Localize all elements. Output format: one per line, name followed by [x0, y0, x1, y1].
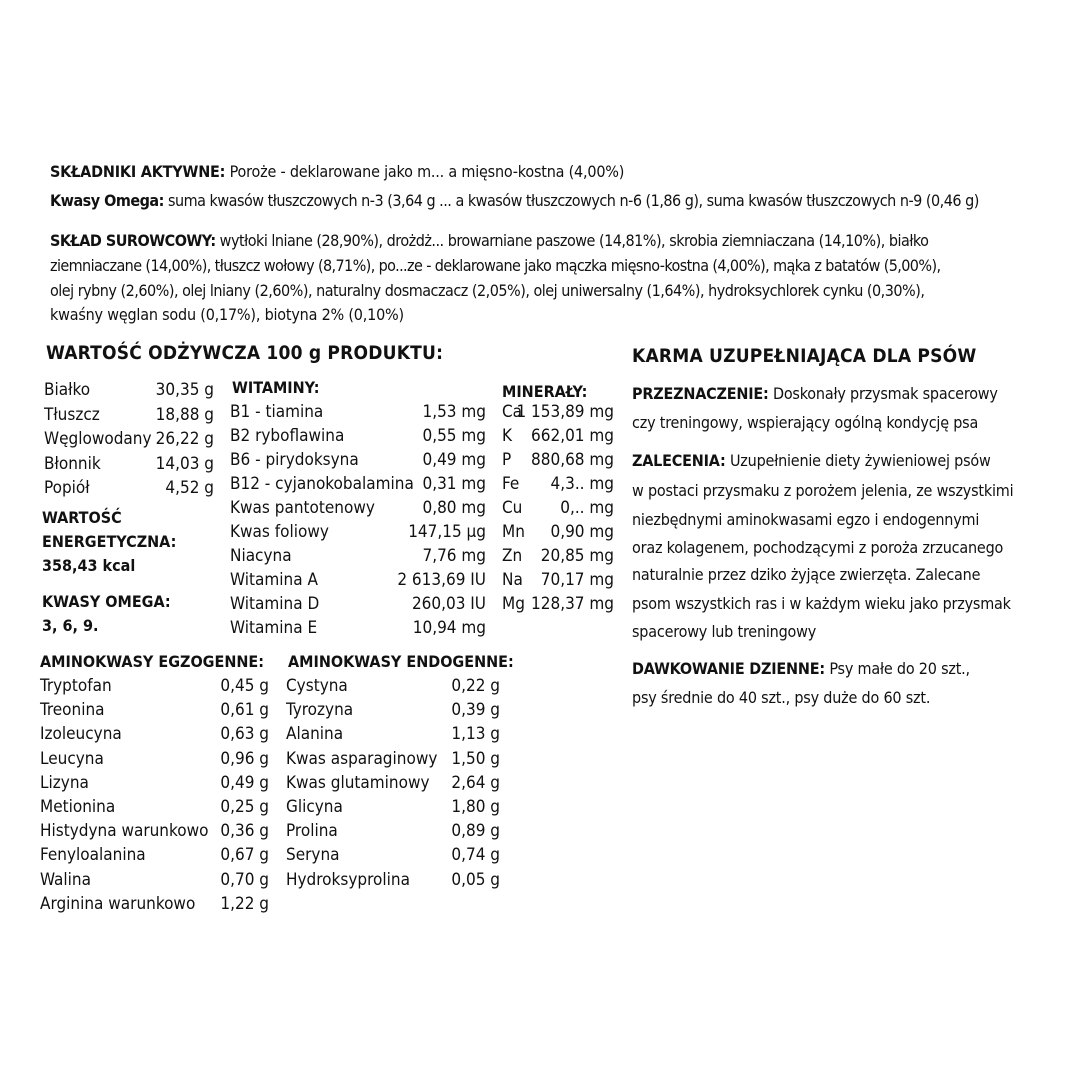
- recommendation-text-1: Uzupełnienie diety żywieniowej psów: [729, 451, 991, 470]
- amino-acid-name: Hydroksyprolina: [286, 869, 410, 890]
- amino-acid-value: 0,67 g: [220, 845, 269, 866]
- recommendation-line-4: oraz kolagenem, pochodzącymi z poroża zrzucanego: [632, 538, 1004, 557]
- mineral-value: 1 153,89 mg: [516, 402, 614, 422]
- amino-acid-value: 0,49 g: [220, 772, 269, 793]
- nutrient-value: 4,52 g: [165, 478, 214, 498]
- amino-acid-name: Walina: [40, 869, 91, 890]
- amino-acid-value: 1,13 g: [451, 724, 500, 745]
- minerals-title: MINERAŁY:: [502, 382, 588, 401]
- nutrient-name: Błonnik: [44, 453, 101, 474]
- nutrition-title: WARTOŚĆ ODŻYWCZA 100 g PRODUKTU:: [46, 342, 444, 364]
- omega-label: Kwasy Omega:: [50, 191, 164, 210]
- vitamin-value: 2 613,69 IU: [397, 570, 486, 590]
- vitamin-value: 0,80 mg: [422, 498, 486, 518]
- amino-acid-name: Treonina: [40, 700, 105, 721]
- vitamin-value: 1,53 mg: [422, 402, 486, 422]
- vitamin-name: B12 - cyjanokobalamina: [230, 474, 414, 494]
- nutrient-name: Tłuszcz: [44, 404, 100, 425]
- energy-label-1: WARTOŚĆ: [42, 508, 122, 527]
- vitamin-name: Witamina E: [230, 618, 318, 638]
- active-ingredients-text: Poroże - deklarowane jako m... a mięsno-kostna (4,00%): [229, 162, 625, 181]
- vitamin-value: 0,55 mg: [422, 426, 486, 446]
- vitamin-name: Kwas foliowy: [230, 522, 329, 542]
- amino-acid-value: 0,70 g: [220, 869, 269, 890]
- mineral-symbol: Cu: [502, 498, 523, 518]
- vitamin-name: Kwas pantotenowy: [230, 498, 375, 518]
- amino-acid-name: Cystyna: [286, 676, 348, 696]
- vitamin-value: 10,94 mg: [412, 618, 486, 638]
- product-title: KARMA UZUPEŁNIAJĄCA DLA PSÓW: [632, 345, 977, 367]
- amino-acid-name: Kwas asparaginowy: [286, 748, 438, 769]
- nutrient-name: Popiół: [44, 478, 90, 498]
- amino-acid-name: Prolina: [286, 821, 338, 842]
- vitamins-title: WITAMINY:: [232, 378, 320, 397]
- raw-composition-label: SKŁAD SUROWCOWY:: [50, 231, 216, 250]
- recommendation-line-5: naturalnie przez dziko żyjące zwierzęta. Zalecane: [632, 565, 981, 584]
- mineral-value: 70,17 mg: [540, 570, 614, 590]
- amino-acid-name: Metionina: [40, 797, 116, 817]
- recommendation-line-1: [632, 451, 991, 470]
- vitamin-name: B6 - pirydoksyna: [230, 450, 359, 470]
- purpose-line-1: [632, 384, 998, 403]
- mineral-value: 0,.. mg: [560, 498, 614, 518]
- omega-text: suma kwasów tłuszczowych n-3 (3,64 g ... a kwasów tłuszczowych n-6 (1,86 g), suma kwasów tłuszczowych n-9 (0,46 g): [167, 191, 979, 210]
- raw-composition-line-3: olej rybny (2,60%), olej lniany (2,60%), naturalny dosmaczacz (2,05%), olej uniwersalny (1,64%), hydroksychlorek cynku (0,30%),: [50, 281, 925, 300]
- nutrient-value: 14,03 g: [155, 453, 214, 474]
- dosage-line-1: [632, 659, 970, 678]
- amino-acid-name: Arginina warunkowo: [40, 893, 196, 914]
- amino-acid-value: 0,63 g: [220, 724, 269, 745]
- nutrient-value: 18,88 g: [155, 404, 214, 425]
- amino-acid-name: Fenyloalanina: [40, 845, 146, 866]
- amino-acid-name: Kwas glutaminowy: [286, 772, 430, 793]
- raw-composition-line-2: ziemniaczane (14,00%), tłuszcz wołowy (8,71%), po...ze - deklarowane jako mączka mięsno-kostna (4,00%), mąka z batatów (5,00%),: [50, 256, 941, 275]
- mineral-value: 0,90 mg: [550, 522, 614, 542]
- amino-acid-value: 1,80 g: [451, 797, 500, 817]
- vitamin-value: 7,76 mg: [422, 546, 486, 566]
- nutrient-name: Białko: [44, 380, 91, 400]
- mineral-symbol: Mn: [502, 522, 525, 542]
- mineral-symbol: P: [502, 450, 512, 470]
- mineral-symbol: Fe: [502, 474, 520, 494]
- vitamin-value: 147,15 µg: [408, 522, 486, 542]
- mineral-value: 128,37 mg: [531, 594, 614, 614]
- amino-endo-title: AMINOKWASY ENDOGENNE:: [288, 652, 514, 671]
- amino-acid-value: 0,89 g: [451, 821, 500, 842]
- recommendation-line-7: spacerowy lub treningowy: [632, 622, 817, 641]
- nutrient-name: Węglowodany: [44, 429, 152, 449]
- mineral-symbol: Ca: [502, 402, 523, 422]
- dosage-text-1: Psy małe do 20 szt.,: [829, 659, 970, 678]
- amino-acid-value: 0,36 g: [220, 821, 269, 842]
- amino-acid-value: 0,05 g: [451, 869, 500, 890]
- purpose-text-1: Doskonały przysmak spacerowy: [772, 384, 998, 403]
- purpose-label: PRZEZNACZENIE:: [632, 384, 769, 403]
- amino-acid-name: Alanina: [286, 724, 344, 745]
- amino-acid-name: Leucyna: [40, 748, 104, 769]
- amino-acid-name: Glicyna: [286, 797, 343, 817]
- amino-acid-value: 0,74 g: [451, 845, 500, 866]
- amino-acid-name: Tryptofan: [40, 676, 112, 696]
- mineral-value: 20,85 mg: [540, 546, 614, 566]
- vitamin-name: Witamina D: [230, 594, 320, 614]
- mineral-symbol: Zn: [502, 546, 523, 566]
- vitamin-name: B1 - tiamina: [230, 402, 324, 422]
- active-ingredients-line: [50, 162, 624, 181]
- active-ingredients-label: SKŁADNIKI AKTYWNE:: [50, 162, 226, 181]
- mineral-value: 880,68 mg: [531, 450, 614, 470]
- omega-line: [50, 191, 979, 210]
- raw-composition-text-1: wytłoki lniane (28,90%), drożdż... browarniane paszowe (14,81%), skrobia ziemniaczana (14,10%), białko: [219, 231, 929, 250]
- amino-acid-value: 0,45 g: [220, 676, 269, 696]
- mineral-value: 662,01 mg: [531, 426, 614, 446]
- amino-acid-value: 0,96 g: [220, 748, 269, 769]
- amino-acid-name: Histydyna warunkowo: [40, 821, 209, 842]
- omega-section-label: KWASY OMEGA:: [42, 592, 171, 611]
- vitamin-name: Witamina A: [230, 570, 318, 590]
- amino-acid-value: 1,22 g: [220, 893, 269, 914]
- energy-value: 358,43 kcal: [42, 556, 136, 575]
- amino-acid-name: Izoleucyna: [40, 724, 122, 745]
- nutrient-value: 26,22 g: [155, 429, 214, 449]
- recommendation-label: ZALECENIA:: [632, 451, 726, 470]
- amino-acid-name: Lizyna: [40, 772, 89, 793]
- mineral-value: 4,3.. mg: [550, 474, 614, 494]
- vitamin-value: 0,31 mg: [422, 474, 486, 494]
- raw-composition-line-4: kwaśny węglan sodu (0,17%), biotyna 2% (0,10%): [50, 305, 404, 324]
- amino-acid-value: 0,22 g: [451, 676, 500, 696]
- vitamin-value: 0,49 mg: [422, 450, 486, 470]
- purpose-line-2: czy treningowy, wspierający ogólną kondycję psa: [632, 413, 979, 432]
- recommendation-line-6: psom wszystkich ras i w każdym wieku jako przysmak: [632, 594, 1011, 613]
- amino-acid-name: Seryna: [286, 845, 340, 866]
- mineral-symbol: Na: [502, 570, 523, 590]
- dosage-label: DAWKOWANIE DZIENNE:: [632, 659, 825, 678]
- dosage-line-2: psy średnie do 40 szt., psy duże do 60 szt.: [632, 688, 931, 707]
- mineral-symbol: K: [502, 426, 513, 446]
- energy-label-2: ENERGETYCZNA:: [42, 532, 177, 551]
- recommendation-line-2: w postaci przysmaku z porożem jelenia, ze wszystkimi: [632, 481, 1014, 500]
- recommendation-line-3: niezbędnymi aminokwasami egzo i endogennymi: [632, 510, 980, 529]
- amino-acid-value: 1,50 g: [451, 748, 500, 769]
- amino-acid-value: 2,64 g: [451, 772, 500, 793]
- vitamin-name: Niacyna: [230, 546, 292, 566]
- nutrient-value: 30,35 g: [155, 380, 214, 400]
- amino-acid-value: 0,25 g: [220, 797, 269, 817]
- amino-exo-title: AMINOKWASY EGZOGENNE:: [40, 652, 265, 671]
- amino-acid-value: 0,39 g: [451, 700, 500, 721]
- vitamin-value: 260,03 IU: [411, 594, 486, 614]
- omega-section-value: 3, 6, 9.: [42, 616, 99, 635]
- vitamin-name: B2 ryboflawina: [230, 426, 345, 446]
- amino-acid-name: Tyrozyna: [286, 700, 354, 721]
- mineral-symbol: Mg: [502, 594, 525, 614]
- amino-acid-value: 0,61 g: [220, 700, 269, 721]
- raw-composition-line-1: [50, 231, 928, 250]
